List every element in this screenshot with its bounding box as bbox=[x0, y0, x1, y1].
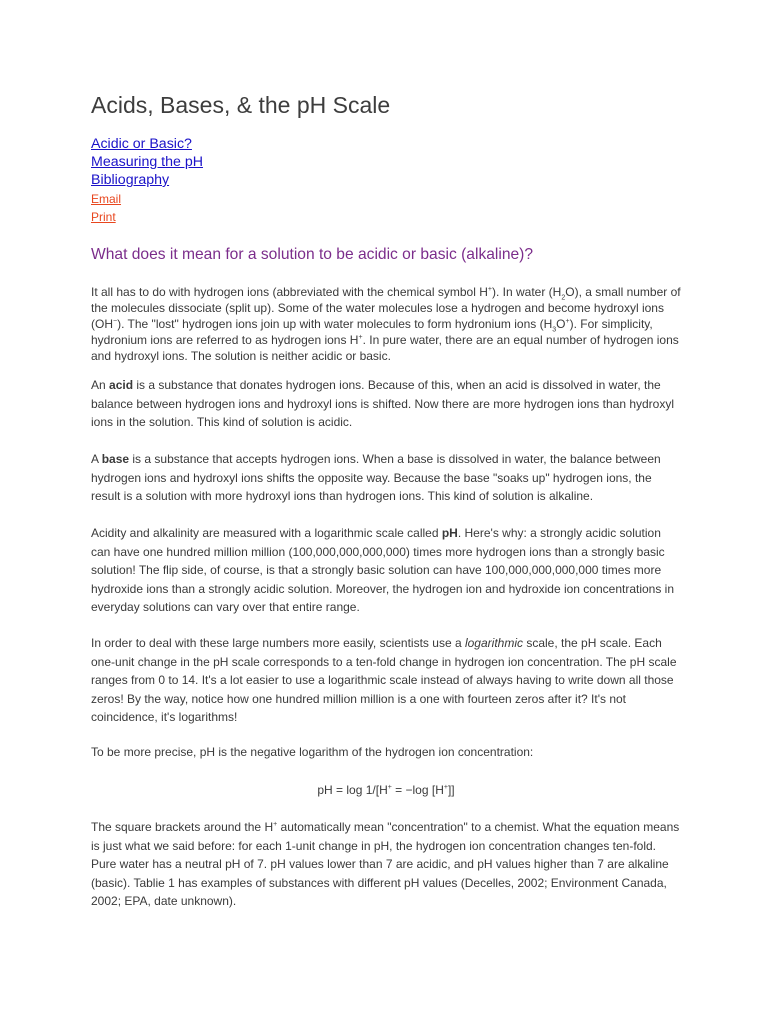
utility-links bbox=[91, 190, 121, 226]
print-link[interactable]: Print bbox=[91, 210, 116, 224]
toc-link-measuring-the-ph[interactable]: Measuring the pH bbox=[91, 154, 203, 170]
toc-link-acidic-or-basic[interactable]: Acidic or Basic? bbox=[91, 136, 192, 152]
paragraph-precise-definition: To be more precise, pH is the negative logarithm of the hydrogen ion concentration: bbox=[91, 745, 534, 759]
email-link[interactable]: Email bbox=[91, 192, 122, 206]
ph-equation: pH = log 1/[H+ = −log [H+]] bbox=[317, 783, 455, 797]
paragraph-square-brackets: The square brackets around the H+ automatically mean "concentration" to a chemist. What the equation means is just what we said before: for each 1-unit change in pH, the hydrogen ion concentration changes ten-fold. Pure water has a neutral pH of 7. pH values lower than 7 are acidic, and pH values higher than 7 are alkaline (basic). Tablie 1 has examples of substances with different pH values (Decelles, 2002; Environment Canada, 2002; EPA, date unknown). bbox=[91, 820, 680, 908]
section-heading: What does it mean for a solution to be acidic or basic (alkaline)? bbox=[91, 246, 534, 263]
paragraph-acid: An acid is a substance that donates hydrogen ions. Because of this, when an acid is dissolved in water, the balance between hydrogen ions and hydroxyl ions is shifted. Now there are more hydrogen ions than hydroxyl ions in the solution. This kind of solution is acidic. bbox=[91, 378, 675, 429]
toc-link-bibliography[interactable]: Bibliography bbox=[91, 172, 170, 188]
page-title: Acids, Bases, & the pH Scale bbox=[91, 92, 391, 118]
paragraph-logarithmic-scale: In order to deal with these large numbers more easily, scientists use a logarithmic scale, the pH scale. Each one-unit change in the pH scale corresponds to a ten-fold change in hydrogen ion concentration. The pH scale ranges from 0 to 14. It's a lot easier to use a logarithmic scale instead of always having to write down all those zeros! By the way, notice how one hundred million million is a one with fourteen zeros after it? It's not coincidence, it's logarithms! bbox=[91, 636, 677, 724]
paragraph-hydrogen-ions: It all has to do with hydrogen ions (abbreviated with the chemical symbol H+). In water $(H_2O)$, a small number of the molecules dissociate (split up). Some of the water molecules lose a hydrogen and become hydroxyl ions (OH−). The "lost" hydrogen ions join up with water molecules to form hydronium ions $(H_3O^+)$. For simplicity, hydronium ions are referred to as hydrogen ions H+. In pure water, there are an equal number of hydrogen ions and hydroxyl ions. The solution is neither acidic or basic. bbox=[91, 285, 681, 363]
paragraph-ph-measurement: Acidity and alkalinity are measured with a logarithmic scale called pH. Here's why: a strongly acidic solution can have one hundred million million (100,000,000,000,000) times more hydrogen ions than a strongly basic solution! The flip side, of course, is that a strongly basic solution can have 100,000,000,000,000 times more hydroxide ions than a strongly acidic solution. Moreover, the hydrogen ion and hydroxide ion concentrations in everyday solutions can vary over that entire range. bbox=[91, 526, 675, 614]
paragraph-base: A base is a substance that accepts hydrogen ions. When a base is dissolved in water, the balance between hydrogen ions and hydroxyl ions shifts the opposite way. Because the base "soaks up" hydrogen ions, the result is a solution with more hydroxyl ions than hydrogen ions. This kind of solution is alkaline. bbox=[91, 452, 661, 503]
table-of-contents bbox=[91, 135, 203, 189]
